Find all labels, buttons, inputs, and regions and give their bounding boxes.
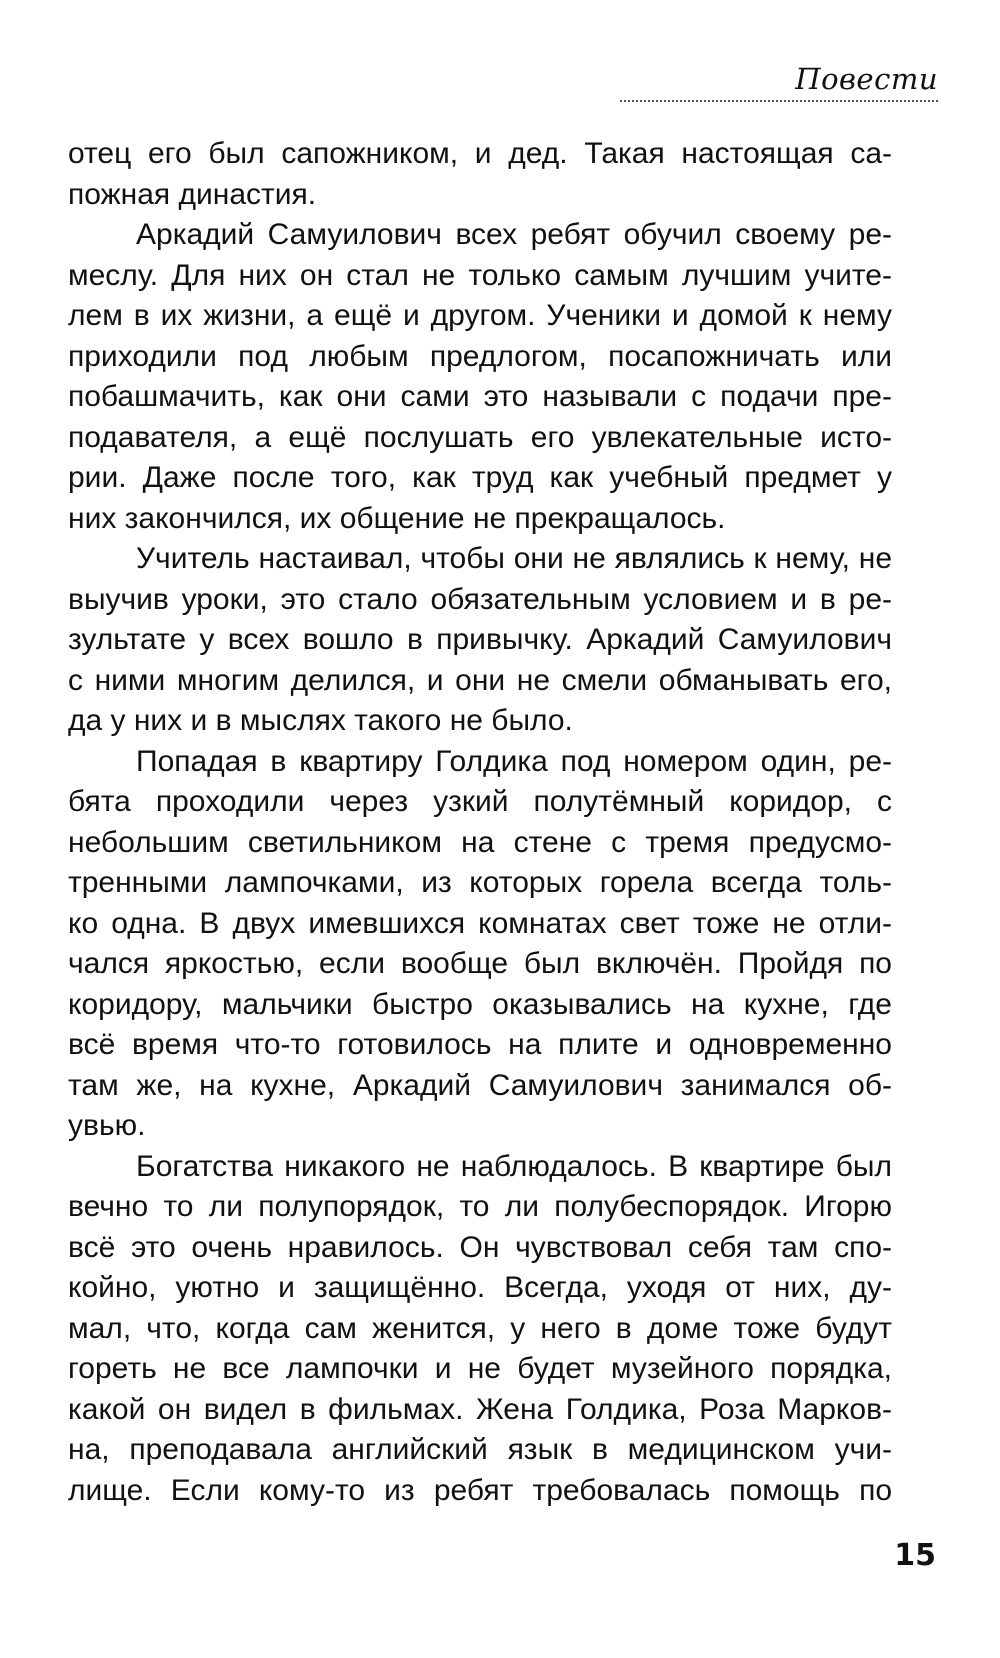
text-line: приходили под любым предлогом, посапожничать или bbox=[68, 339, 892, 373]
text-line: гореть не все лампочки и не будет музейного порядка, bbox=[68, 1352, 892, 1385]
text-line: коридору, мальчики быстро оказывались на кухне, где bbox=[68, 987, 892, 1021]
text-line: лем в их жизни, а ещё и другом. Ученики и домой к нему bbox=[68, 299, 892, 332]
text-line: Учитель настаивал, чтобы они не являлись к нему, не bbox=[136, 542, 892, 575]
text-line: да у них и в мыслях такого не было. bbox=[68, 704, 573, 737]
text-line: с ними многим делился, и они не смели обманывать его, bbox=[68, 663, 892, 697]
page-number: 15 bbox=[894, 1538, 936, 1573]
text-line: зультате у всех вошло в привычку. Аркадий Самуилович bbox=[68, 623, 892, 656]
text-line: меслу. Для них он стал не только самым лучшим учите- bbox=[68, 258, 892, 292]
running-header-title: Повести bbox=[795, 62, 938, 96]
text-line: лище. Если кому-то из ребят требовалась помощь по bbox=[68, 1473, 892, 1507]
text-line: пожная династия. bbox=[68, 177, 317, 211]
text-line: всё это очень нравилось. Он чувствовал себя там спо- bbox=[68, 1230, 892, 1264]
text-line: всё время что-то готовилось на плите и одновременно bbox=[68, 1028, 892, 1061]
text-line: там же, на кухне, Аркадий Самуилович занимался об- bbox=[68, 1068, 892, 1102]
text-line: выучив уроки, это стало обязательным условием и в ре- bbox=[68, 582, 892, 616]
text-line: бята проходили через узкий полутёмный коридор, с bbox=[68, 785, 892, 818]
text-line: небольшим светильником на стене с тремя предусмо- bbox=[68, 825, 892, 859]
text-line: Богатства никакого не наблюдалось. В квартире был bbox=[136, 1149, 892, 1183]
text-line: Аркадий Самуилович всех ребят обучил своему ре- bbox=[136, 218, 892, 251]
text-line: мал, что, когда сам женится, у него в доме тоже будут bbox=[68, 1311, 892, 1345]
text-line: увью. bbox=[68, 1109, 146, 1142]
text-line: какой он видел в фильмах. Жена Голдика, Роза Марков- bbox=[68, 1392, 892, 1426]
text-line: койно, уютно и защищённо. Всегда, уходя от них, ду- bbox=[68, 1271, 892, 1304]
text-line: чался яркостью, если вообще был включён. Пройдя по bbox=[68, 947, 892, 980]
text-line: ко одна. В двух имевшихся комнатах свет тоже не отли- bbox=[68, 906, 892, 940]
body-text bbox=[68, 134, 892, 1511]
text-line: на, преподавала английский язык в медицинском учи- bbox=[68, 1433, 892, 1466]
text-line: отец его был сапожником, и дед. Такая настоящая са- bbox=[68, 137, 892, 170]
text-line: Попадая в квартиру Голдика под номером один, ре- bbox=[136, 744, 892, 778]
header-dotted-rule bbox=[620, 100, 938, 102]
text-line: вечно то ли полупорядок, то ли полубеспорядок. Игорю bbox=[68, 1190, 892, 1223]
text-line: тренными лампочками, из которых горела всегда толь- bbox=[68, 866, 892, 899]
text-line: рии. Даже после того, как труд как учебный предмет у bbox=[68, 461, 892, 494]
text-line: них закончился, их общение не прекращалось. bbox=[68, 501, 726, 535]
text-line: побашмачить, как они сами это называли с подачи пре- bbox=[68, 380, 892, 413]
text-line: подавателя, а ещё послушать его увлекательные исто- bbox=[68, 420, 892, 454]
